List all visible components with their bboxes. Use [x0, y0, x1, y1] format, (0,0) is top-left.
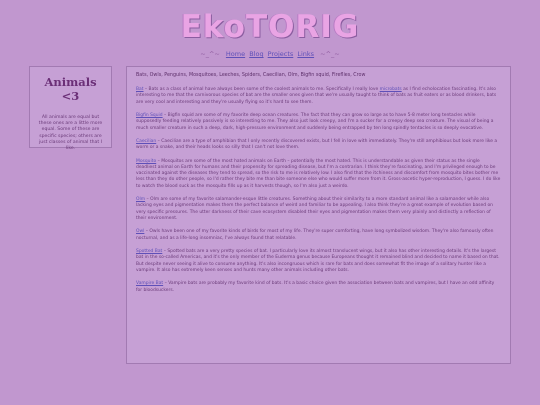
entry-bigfin-squid [136, 113, 501, 132]
nav-link-blog[interactable]: Blog [249, 50, 264, 58]
entry-text: – Owls have been one of my favorite kinds of birds for most of my life. They're super comforting, have long symbolized wisdom. They're also famously often nocturnal, and as a life-long insomniac, I've always found that relatable. [136, 229, 494, 241]
sidebar-panel [29, 66, 112, 151]
entry-term-vampire-bat[interactable]: Vampire Bat [136, 281, 164, 287]
entry-text: – Mosquitos are some of the most hated animals on Earth – potentially the most hated. This is understandable as given their status as the single deadliest animal on Earth for humans and their propensity for spreading disease, but I'm a contrarian. I think they're fascinating, and I'm privileged enough to be vaccinated against the diseases they tend to spread, so the risk to me is relatively low. I also find that the itchiness and discomfort from mosquito bites bother me less than they do other people, so I'd rather they bite me than bite someone else who would suffer more from it. Gross-ascetic hyper-reproduction, I guess. I do like to watch the blood suck as the mosquito fills up as it harvests though, so I'm also just a weirdo. [136, 158, 501, 189]
entry-bat [136, 87, 501, 106]
entry-text: – Vampire bats are probably my favorite kind of bats. It's a basic choice given the association between bats and vampires, but I have an odd affinity for bloodsuckers. [136, 281, 495, 293]
entry-text: – Olm are some of my favorite salamander-esque little creatures. Something about their similarity to a more standard animal like a salamander while also lacking eyes and pigmentation makes them the perfect balance of weird and familiar to be appealing. I also think they're a great example of evolution based on very specific pressures. The utter darkness of their cave ecosystem disabled their eyes and pigmentation makes them very plainly and distinctly a reflection of their environment. [136, 197, 493, 221]
entry-term-olm[interactable]: Olm [136, 197, 146, 203]
sidebar-title: Animals <3 [44, 75, 97, 103]
entry-mosquito [136, 159, 501, 191]
entry-text: – Bigfin squid are some of my favorite deep ocean creatures. The fact that they can grow so large as to have 5-8 meter long tentacles while supposedly feeding relatively passively is so interesting to me. They also just look creepy, and I'm a sucker for a creepy deep sea creature. The visual of being a much smaller creature in such a deep, dark, high-pressure environment and suddenly being entrapped by ten long spindly tentacles is so deeply evocative. [136, 112, 494, 131]
entry-text: – Caecilian are a type of amphibian that I only recently discovered exists, but I fell in love with immediately. They're still amphibious but look more like a worm or a snake, and their heads looks so silly that I can't not love them. [136, 138, 498, 151]
entry-term-caecilian[interactable]: Caecilian [136, 138, 157, 144]
nav-link-links[interactable]: Links [297, 50, 315, 58]
entry-vampire-bat [136, 281, 501, 294]
microbats-link[interactable]: microbats [379, 87, 402, 92]
nav-decoration-left: ~_^~ [200, 50, 220, 58]
entry-caecilian [136, 139, 501, 152]
entry-text: – Spotted bats are a very pretty species of bat. I particularly love its almost translucent wings, but it also has other interesting details. It's the largest bat in the so-called Americas, and it's the only member of the Euderma genus because Europeans thought it remained blind and decided to name it based on that. But despite never seeing it alive to consume anything. It's also incongruous which is rare for bats and does somewhat fit the image of a solitary hunter like a vampire. It also has extremely keen senses and hunts many other animals including other bats. [136, 248, 500, 273]
entry-term-bigfin-squid[interactable]: Bigfin Squid [136, 112, 163, 118]
nav-link-projects[interactable]: Projects [267, 50, 294, 58]
entry-term-mosquito[interactable]: Mosquito [136, 158, 157, 164]
entry-olm [136, 197, 501, 222]
entry-text: – Bats as a class of animal have always been some of the coolest animals to me. Specifically I really love [143, 87, 380, 92]
nav-link-home[interactable]: Home [225, 50, 246, 58]
animal-list: Bats, Owls, Penguins, Mosquitoes, Leeches, Spiders, Caecilian, Olm, Bigfin squid, Fireflies, Crow [136, 73, 366, 78]
main-content-panel[interactable] [126, 66, 511, 364]
entry-term-bat[interactable]: Bat [136, 87, 144, 92]
main-nav [0, 50, 540, 58]
entry-term-spotted-bat[interactable]: Spotted Bat [136, 248, 163, 254]
entry-owl [136, 229, 501, 242]
entry-spotted-bat [136, 249, 501, 274]
sidebar-description: All animals are equal but these ones are a little more equal. Some of these are specific species; others are just classes of animal that I like. [38, 115, 103, 151]
entry-text: as I find echolocation fascinating. It's also interesting to me that the carnivorous species of bat are the smaller ones given that we're usually taught to think of bats as fruit eaters or as blood drinkers, bats are very cool and interesting and they're usually flying so it's hard to see them. [136, 87, 497, 105]
entry-term-owl[interactable]: Owl [136, 229, 145, 235]
site-logo[interactable]: EkoTORIG [180, 9, 360, 45]
nav-decoration-right: ~^_~ [320, 50, 340, 58]
